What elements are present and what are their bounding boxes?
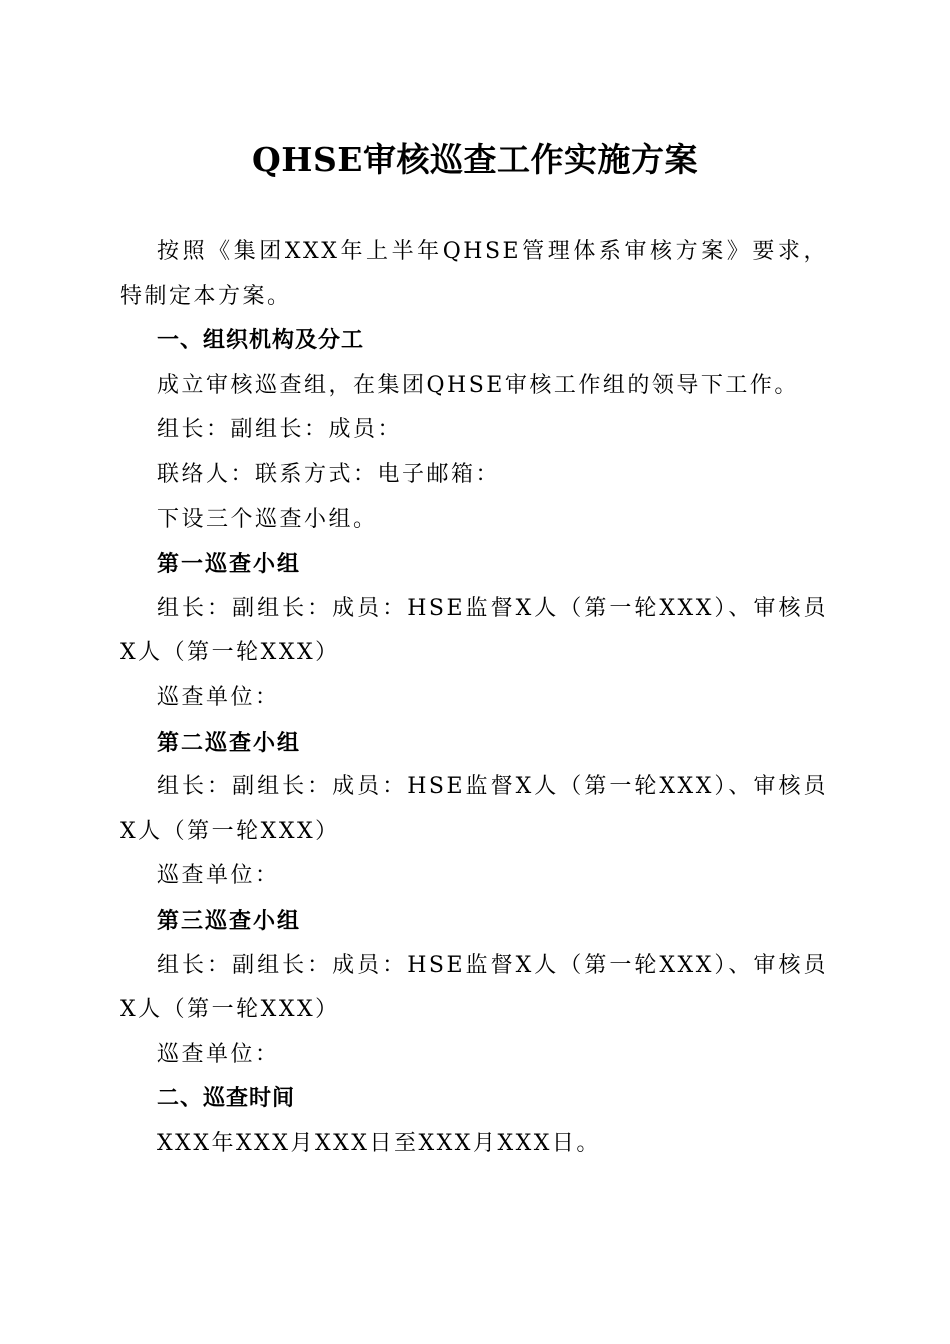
paragraph-establish-team: 成立审核巡查组，在集团QHSE审核工作组的领导下工作。 — [157, 372, 799, 398]
paragraph-leaders: 组长：副组长：成员： — [157, 417, 403, 443]
group-heading-1: 第一巡查小组 — [157, 551, 302, 578]
paragraph-schedule: XXX年XXX月XXX日至XXX月XXX日。 — [157, 1130, 601, 1156]
group-units-3: 巡查单位： — [157, 1041, 280, 1067]
group-units-1: 巡查单位： — [157, 684, 280, 710]
document-title: QHSE审核巡查工作实施方案 — [252, 140, 698, 179]
paragraph-contact: 联络人：联系方式：电子邮箱： — [157, 461, 501, 487]
group-units-2: 巡查单位： — [157, 863, 280, 889]
document-body — [120, 230, 828, 1166]
group-members-1: 组长：副组长：成员：HSE监督X人（第一轮XXX）、审核员X人（第一轮XXX） — [120, 595, 828, 666]
section-heading-schedule: 二、巡查时间 — [157, 1086, 296, 1112]
group-members-2: 组长：副组长：成员：HSE监督X人（第一轮XXX）、审核员X人（第一轮XXX） — [120, 774, 828, 844]
group-heading-3: 第三巡查小组 — [157, 907, 302, 934]
intro-paragraph: 按照《集团XXX年上半年QHSE管理体系审核方案》要求，特制定本方案。 — [120, 239, 828, 309]
section-heading-organization: 一、组织机构及分工 — [157, 328, 365, 354]
paragraph-subgroups: 下设三个巡查小组。 — [157, 506, 378, 532]
group-members-3: 组长：副组长：成员：HSE监督X人（第一轮XXX）、审核员X人（第一轮XXX） — [120, 952, 828, 1023]
group-heading-2: 第二巡查小组 — [157, 729, 302, 756]
